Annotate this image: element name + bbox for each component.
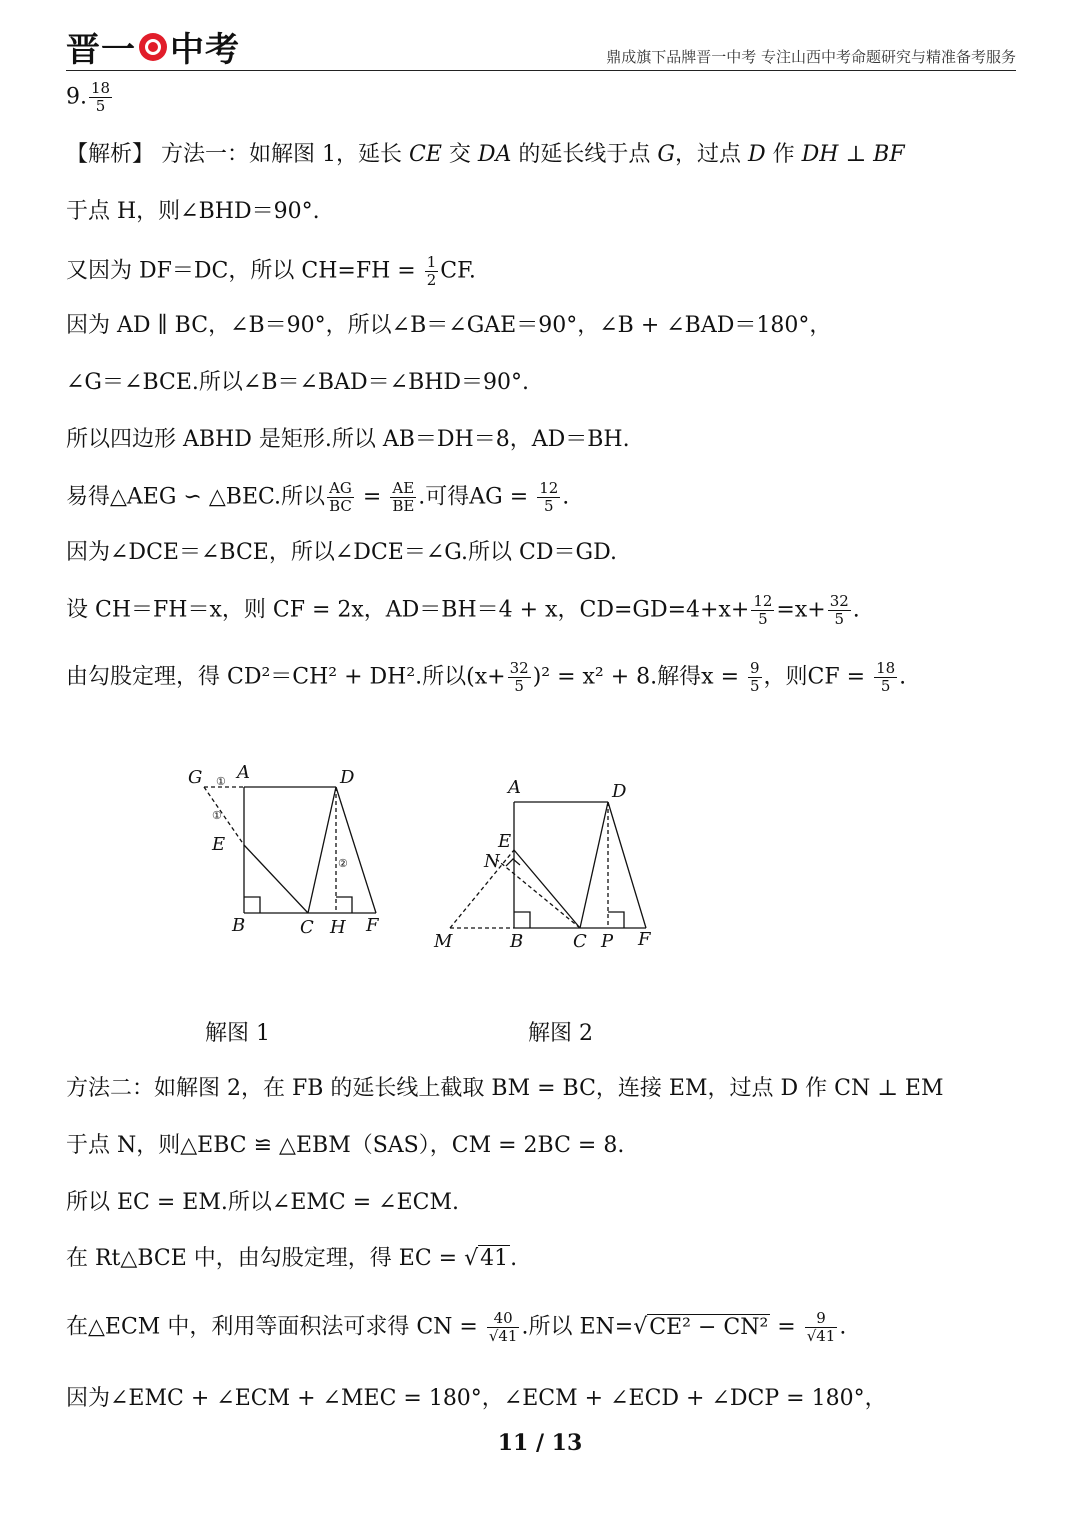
fig1-label-B: B [232, 915, 246, 936]
page-header [66, 22, 1016, 71]
fig1-mark-1a: ① [216, 775, 226, 788]
brand-logo [66, 22, 240, 71]
fig1-mark-2: ② [338, 857, 348, 870]
solution-line-6: 所以四边形 ABHD 是矩形.所以 AB＝DH＝8，AD＝BH. [66, 427, 630, 452]
fig1-label-F: F [366, 915, 379, 936]
fig1-label-D: D [340, 767, 355, 788]
method2-line-3: 所以 EC = EM.所以∠EMC = ∠ECM. [66, 1190, 460, 1215]
figure-1 [188, 762, 380, 938]
logo-text-right: 中考 [170, 30, 240, 70]
solution-line-7: 易得△AEG ∽ △BEC.所以 $\frac{AG}{BC}$ = $\frac{AE}{BE}$ .可得AG = $\frac{12}{5}$ . [66, 479, 570, 515]
fig2-label-F: F [638, 929, 651, 950]
fig2-label-N: N [484, 851, 500, 872]
fig1-label-C: C [300, 917, 314, 938]
figures [180, 755, 680, 1005]
solution-line-4: 因为 AD ∥ BC，∠B＝90°，所以∠B＝∠GAE＝90°，∠B + ∠BAD＝180°， [66, 313, 832, 338]
solution-line-5: ∠G＝∠BCE.所以∠B＝∠BAD＝∠BHD＝90°. [66, 370, 530, 395]
logo-text-left: 晋一 [66, 30, 136, 70]
method2-line-2: 于点 N，则△EBC ≌ △EBM（SAS），CM = 2BC = 8. [66, 1133, 625, 1158]
fig2-label-C: C [573, 931, 587, 952]
method2-line-4: 在 Rt△BCE 中，由勾股定理，得 EC = √41. [66, 1246, 518, 1271]
fig2-label-E: E [498, 831, 512, 852]
solution-line-8: 因为∠DCE＝∠BCE，所以∠DCE＝∠G.所以 CD＝GD. [66, 540, 617, 565]
solution-line-10: 由勾股定理，得 CD²＝CH² + DH².所以(x+ $\frac{32}{5}$ )² = x² + 8.解得x = $\frac{9}{5}$ ，则CF = $\frac{18}{5}$ . [66, 659, 907, 695]
answer-line: 9. $\frac{18}{5}$ [66, 79, 111, 115]
fig1-label-E: E [212, 834, 226, 855]
fig1-label-G: G [188, 767, 203, 788]
fig1-mark-1b: ① [212, 809, 222, 822]
page-number: 11 / 13 [497, 1430, 583, 1456]
solution-line-3: 又因为 DF＝DC，所以 CH=FH = $\frac{1}{2}$ CF. [66, 253, 476, 289]
fig2-label-A: A [508, 777, 521, 798]
figure-2 [433, 777, 652, 952]
method2-line-5: 在△ECM 中，利用等面积法可求得 CN = $\frac{40}{√41}$ .所以 EN=√CE² − CN² = $\frac{9}{√41}$ . [66, 1309, 847, 1345]
fig1-label-H: H [330, 917, 346, 938]
fig2-label-P: P [601, 931, 614, 952]
method2-line-1: 方法二：如解图 2，在 FB 的延长线上截取 BM = BC，连接 EM，过点 D 作 CN ⊥ EM [66, 1076, 944, 1101]
fig2-label-B: B [510, 931, 524, 952]
solution-line-1: 【解析】 方法一：如解图 1，延长 CE 交 DA 的延长线于点 G，过点 D 作 DH ⊥ BF [66, 142, 905, 167]
solution-line-2: 于点 H，则∠BHD＝90°. [66, 199, 320, 224]
fig2-label-M: M [434, 931, 453, 952]
figure-1-caption: 解图 1 [205, 1021, 270, 1046]
header-tagline: 鼎成旗下品牌晋一中考 专注山西中考命题研究与精准备考服务 [606, 48, 1016, 66]
solution-line-9: 设 CH＝FH＝x，则 CF = 2x，AD＝BH＝4 + x，CD=GD=4+x+ $\frac{12}{5}$ =x+ $\frac{32}{5}$ . [66, 592, 860, 628]
method2-line-6: 因为∠EMC + ∠ECM + ∠MEC = 180°，∠ECM + ∠ECD + ∠DCP = 180°， [66, 1386, 887, 1411]
target-icon [139, 33, 167, 61]
fig2-label-D: D [612, 781, 627, 802]
figure-2-caption: 解图 2 [528, 1021, 593, 1046]
fig1-label-A: A [237, 762, 250, 783]
